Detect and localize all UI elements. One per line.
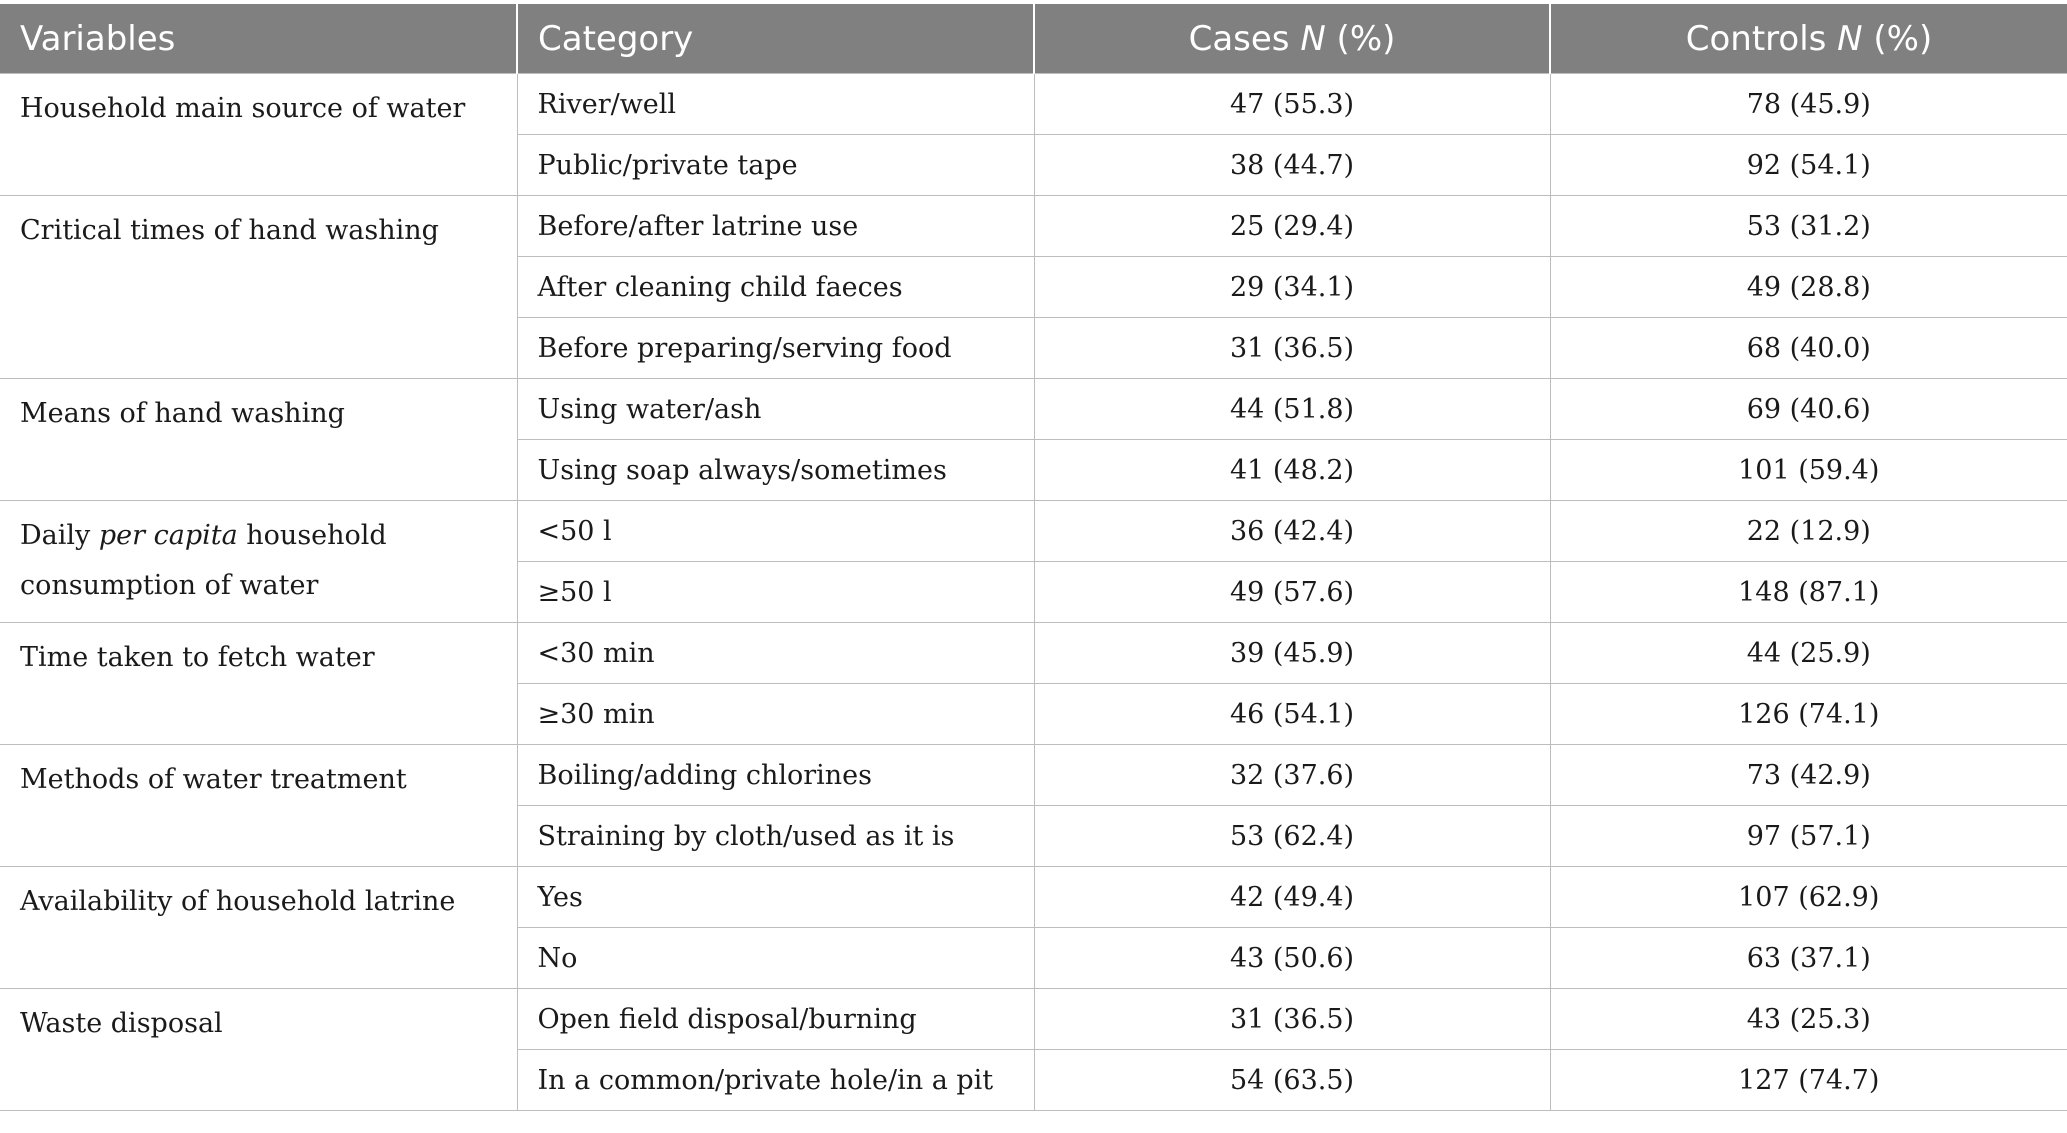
category-cell: River/well	[517, 74, 1034, 135]
cases-cell: 53 (62.4)	[1034, 806, 1550, 867]
category-cell: Yes	[517, 867, 1034, 928]
category-cell: Before preparing/serving food	[517, 318, 1034, 379]
table-row	[0, 745, 2067, 806]
category-cell: Before/after latrine use	[517, 196, 1034, 257]
category-cell: Boiling/adding chlorines	[517, 745, 1034, 806]
controls-cell: 43 (25.3)	[1550, 989, 2067, 1050]
variable-italic: per capita	[98, 520, 238, 551]
controls-cell: 69 (40.6)	[1550, 379, 2067, 440]
table-row	[0, 501, 2067, 562]
controls-cell: 127 (74.7)	[1550, 1050, 2067, 1111]
category-cell: Using soap always/sometimes	[517, 440, 1034, 501]
category-cell: In a common/private hole/in a pit	[517, 1050, 1034, 1111]
header-controls	[1550, 4, 2067, 74]
controls-cell: 44 (25.9)	[1550, 623, 2067, 684]
cases-cell: 49 (57.6)	[1034, 562, 1550, 623]
category-cell: Open field disposal/burning	[517, 989, 1034, 1050]
variable-prefix: Daily	[20, 520, 99, 551]
variable-cell: Methods of water treatment	[0, 745, 517, 867]
controls-cell: 68 (40.0)	[1550, 318, 2067, 379]
header-variables: Variables	[0, 4, 517, 74]
cases-cell: 54 (63.5)	[1034, 1050, 1550, 1111]
category-cell: After cleaning child faeces	[517, 257, 1034, 318]
controls-cell: 73 (42.9)	[1550, 745, 2067, 806]
cases-cell: 41 (48.2)	[1034, 440, 1550, 501]
cases-cell: 31 (36.5)	[1034, 318, 1550, 379]
header-cases-suffix: (%)	[1325, 18, 1396, 59]
cases-cell: 42 (49.4)	[1034, 867, 1550, 928]
header-cases	[1034, 4, 1550, 74]
header-cases-prefix: Cases	[1188, 18, 1301, 59]
variable-cell: Time taken to fetch water	[0, 623, 517, 745]
category-cell: No	[517, 928, 1034, 989]
controls-cell: 53 (31.2)	[1550, 196, 2067, 257]
cases-cell: 29 (34.1)	[1034, 257, 1550, 318]
controls-cell: 107 (62.9)	[1550, 867, 2067, 928]
header-cases-n: N	[1300, 18, 1326, 59]
controls-cell: 63 (37.1)	[1550, 928, 2067, 989]
header-controls-n: N	[1837, 18, 1863, 59]
category-cell: Public/private tape	[517, 135, 1034, 196]
controls-cell: 92 (54.1)	[1550, 135, 2067, 196]
controls-cell: 101 (59.4)	[1550, 440, 2067, 501]
table-header-row	[0, 4, 2067, 74]
table-row	[0, 989, 2067, 1050]
data-table	[0, 4, 2067, 1111]
variable-cell: Availability of household latrine	[0, 867, 517, 989]
controls-cell: 22 (12.9)	[1550, 501, 2067, 562]
header-category: Category	[517, 4, 1034, 74]
category-cell: ≥30 min	[517, 684, 1034, 745]
cases-cell: 43 (50.6)	[1034, 928, 1550, 989]
variable-cell: Waste disposal	[0, 989, 517, 1111]
header-controls-prefix: Controls	[1685, 18, 1838, 59]
cases-cell: 25 (29.4)	[1034, 196, 1550, 257]
controls-cell: 148 (87.1)	[1550, 562, 2067, 623]
cases-cell: 47 (55.3)	[1034, 74, 1550, 135]
table-row	[0, 379, 2067, 440]
controls-cell: 97 (57.1)	[1550, 806, 2067, 867]
header-controls-suffix: (%)	[1862, 18, 1933, 59]
controls-cell: 126 (74.1)	[1550, 684, 2067, 745]
cases-cell: 31 (36.5)	[1034, 989, 1550, 1050]
cases-cell: 44 (51.8)	[1034, 379, 1550, 440]
controls-cell: 78 (45.9)	[1550, 74, 2067, 135]
category-cell: ≥50 l	[517, 562, 1034, 623]
controls-cell: 49 (28.8)	[1550, 257, 2067, 318]
table-row	[0, 74, 2067, 135]
variable-cell: Household main source of water	[0, 74, 517, 196]
cases-cell: 38 (44.7)	[1034, 135, 1550, 196]
category-cell: Using water/ash	[517, 379, 1034, 440]
cases-cell: 32 (37.6)	[1034, 745, 1550, 806]
cases-cell: 36 (42.4)	[1034, 501, 1550, 562]
table-row	[0, 623, 2067, 684]
cases-cell: 46 (54.1)	[1034, 684, 1550, 745]
category-cell: Straining by cloth/used as it is	[517, 806, 1034, 867]
variable-cell: Critical times of hand washing	[0, 196, 517, 379]
table-row	[0, 196, 2067, 257]
variable-cell	[0, 501, 517, 623]
table-row	[0, 867, 2067, 928]
variable-cell: Means of hand washing	[0, 379, 517, 501]
category-cell: <30 min	[517, 623, 1034, 684]
category-cell: <50 l	[517, 501, 1034, 562]
variable-suffix: household consumption of water	[20, 520, 387, 601]
cases-cell: 39 (45.9)	[1034, 623, 1550, 684]
